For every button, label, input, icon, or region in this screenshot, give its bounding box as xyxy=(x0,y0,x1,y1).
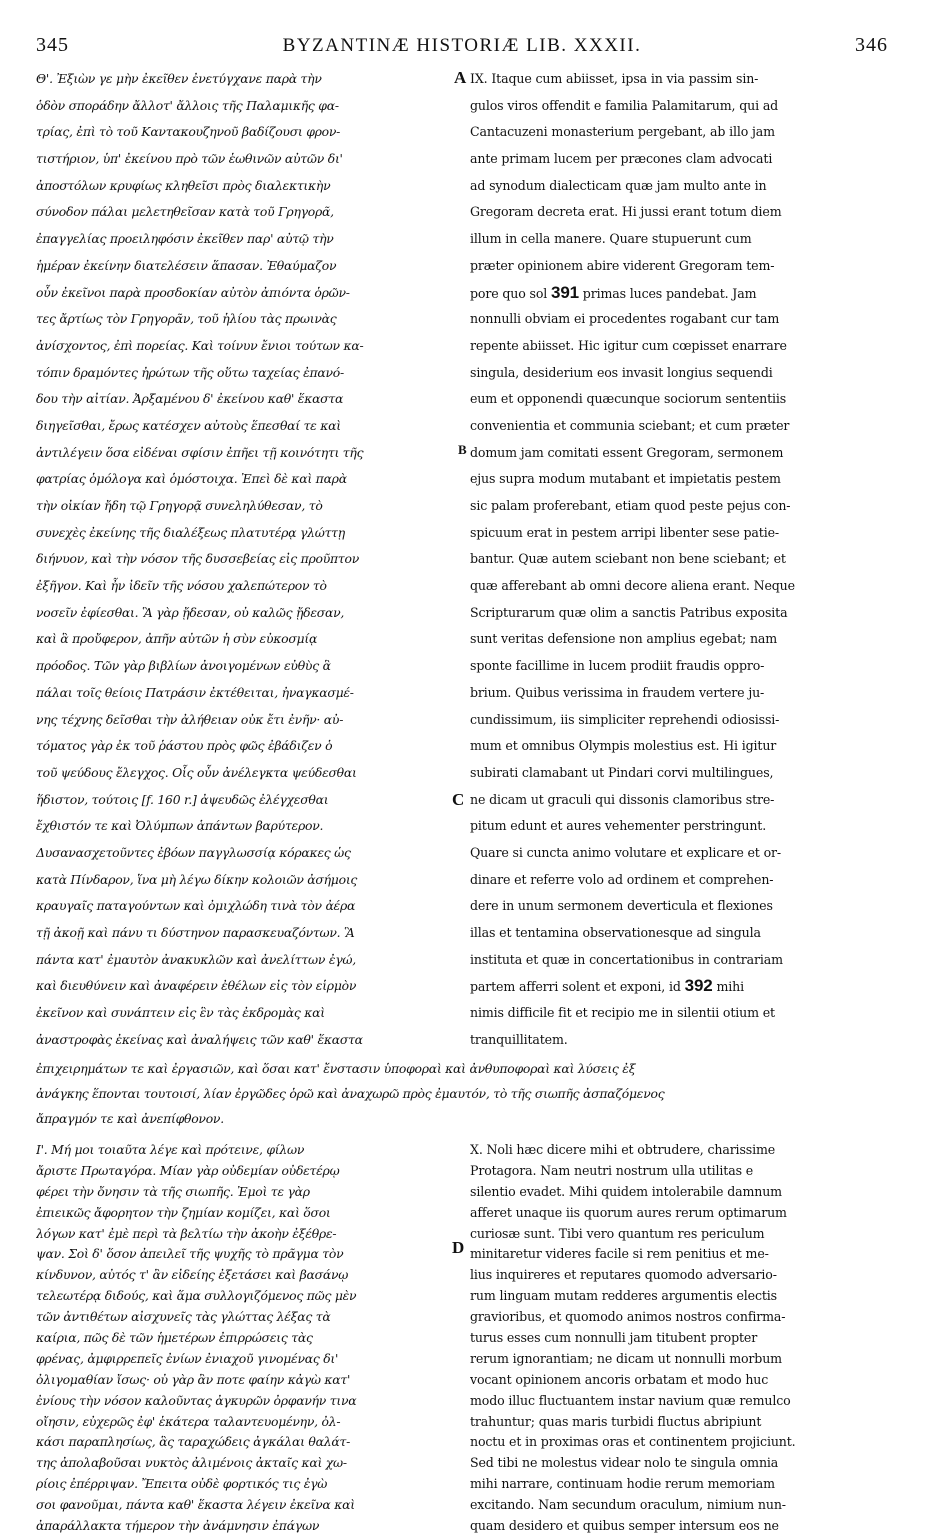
text-line: διηγεῖσθαι, ἔρως κατέσχεν αὐτοὺς ἕπεσθαί τε καὶ xyxy=(36,417,341,433)
text-line: dere in unum sermonem deverticula et flexiones xyxy=(470,898,773,914)
text-line: τοῦ ψεύδους ἔλεγχος. Οἷς οὖν ἀνέλεγκτα ψεύδεσθαι xyxy=(36,764,357,780)
text-line: nonnulli obviam ei procedentes rogabant cur tam xyxy=(470,311,780,327)
text-line: τιστήριον, ὑπ' ἐκείνου πρὸ τῶν ἑωθινῶν αὐτῶν δι' xyxy=(36,151,343,167)
text-line: Quare si cuncta animo volutare et explicare et or- xyxy=(470,844,781,860)
text-line: πάλαι τοῖς θείοις Πατράσιν ἐκτέθειται, ἠναγκασμέ- xyxy=(36,684,354,700)
text-line: partem afferri solent et exponi, id 392 mihi xyxy=(470,976,744,996)
right-page-number: 346 xyxy=(854,34,888,56)
text-line: λόγων κατ' ἐμὲ περὶ τὰ βελτίω τὴν ἀκοὴν ἐξέθρε- xyxy=(36,1225,337,1241)
text-line: φατρίας ὁμόλογα καὶ ὁμόστοιχα. Ἐπεὶ δὲ καὶ παρὰ xyxy=(36,471,347,487)
text-line: instituta et quæ in concertationibus in contrariam xyxy=(470,951,783,967)
text-line: spicuum erat in pestem arripi libenter sese patie- xyxy=(470,524,779,540)
text-line: ἐπιεικῶς ἄφορητον τὴν ζημίαν κομίζει, καὶ ὅσοι xyxy=(36,1204,331,1220)
margin-marker-d: D xyxy=(452,1238,465,1257)
text-line: modo illuc fluctuantem instar navium quæ remulco xyxy=(470,1392,791,1408)
text-line: X. Noli hæc dicere mihi et obtrudere, charissime xyxy=(470,1142,776,1157)
text-line: curiosæ sunt. Tibi vero quantum res periculum xyxy=(470,1225,765,1241)
text-line: sponte facillime in lucem prodiit fraudis oppro- xyxy=(470,658,765,674)
text-line: trahuntur; quas maris turbidi fluctus abripiunt xyxy=(470,1413,762,1429)
text-line: ρίοις ἐπέρριψαν. Ἔπειτα οὐδὲ φορτικός τις ἐγὼ xyxy=(36,1476,328,1492)
text-line: ἄπραγμόν τε καὶ ἀνεπίφθονον. xyxy=(36,1111,224,1126)
text-line: ἐνίους τὴν νόσον καλοῦντας ἀγκυρῶν ὀρφανήν τινα xyxy=(36,1392,357,1408)
text-line: rerum ignorantiam; ne dicam ut nonnulli morbum xyxy=(470,1350,782,1366)
text-line: noctu et in proximas oras et continentem projiciunt. xyxy=(470,1434,796,1450)
text-line: ψαν. Σοὶ δ' ὅσον ἀπειλεῖ τῆς ψυχῆς τὸ πρᾶγμα τὸν xyxy=(36,1246,344,1262)
text-line: Gregoram decreta erat. Hi jussi erant totum diem xyxy=(470,204,782,220)
text-line: νης τέχνης δεῖσθαι τὴν ἀλήθειαν οὐκ ἔτι ἐνῆν· αὐ- xyxy=(36,711,344,727)
text-line: ἀποστόλων κρυφίως κληθεῖσι πρὸς διαλεκτικὴν xyxy=(36,177,331,193)
text-line: gulos viros offendit e familia Palamitarum, qui ad xyxy=(470,97,779,113)
greek-column-top xyxy=(36,66,456,1053)
text-line: pitum edunt et aures vehementer perstringunt. xyxy=(470,818,767,834)
text-line: quæ afferebant ab omni decore aliena erant. Neque xyxy=(470,578,795,594)
text-line: ἥδιστον, τούτοις [f. 160 r.] ἀψευδῶς ἐλέγχεσθαι xyxy=(36,791,329,807)
text-line: præter opinionem abire viderent Gregoram tem- xyxy=(470,257,775,273)
text-line: bantur. Quæ autem sciebant non bene sciebant; et xyxy=(470,551,786,567)
text-line: tranquillitatem. xyxy=(470,1031,568,1047)
text-line: illum in cella manere. Quare stupuerunt cum xyxy=(470,231,752,247)
text-line: ἀπαράλλακτα τήμερον τὴν ἀνάμνησιν ἐπάγων xyxy=(36,1518,320,1534)
text-line: IX. Itaque cum abiisset, ipsa in via passim sin- xyxy=(470,71,759,86)
text-line: τρίας, ἐπὶ τὸ τοῦ Καντακουζηνοῦ βαδίζουσι φρον- xyxy=(36,124,341,140)
text-line: καὶ ἃ προὔφερον, ἀπῆν αὐτῶν ἡ σὺν εὐκοσμίᾳ xyxy=(36,631,318,647)
text-line: ἡμέραν ἐκείνην διατελέσειν ἅπασαν. Ἐθαύμαζον xyxy=(36,257,337,273)
text-line: cundissimum, iis simpliciter reprehendi odiosissi- xyxy=(470,711,780,727)
text-line: φέρει τὴν ὄνησιν τὰ τῆς σιωπῆς. Ἐμοὶ τε γὰρ xyxy=(36,1183,310,1199)
text-line: πρόοδος. Τῶν γὰρ βιβλίων ἀνοιγομένων εὐθὺς ἃ xyxy=(36,658,331,674)
latin-column-top xyxy=(470,66,892,1053)
text-line: minitaretur videres facile si rem penitius et me- xyxy=(470,1246,769,1262)
inline-page-marker: 391 xyxy=(551,282,579,302)
text-line: Θ'. Ἐξιὼν γε μὴν ἐκεῖθεν ἐνετύγχανε παρὰ τὴν xyxy=(36,71,322,86)
text-line: δου τὴν αἰτίαν. Ἀρξαμένου δ' ἐκείνου καθ' ἕκαστα xyxy=(36,391,344,407)
text-line: ante primam lucem per præcones clam advocati xyxy=(470,151,773,167)
text-line: subirati clamabant ut Pindari corvi multilingues, xyxy=(470,764,774,780)
text-line: Δυσανασχετοῦντες ἐβόων παγγλωσσίᾳ κόρακες ὡς xyxy=(36,844,351,860)
left-page-number: 345 xyxy=(36,34,69,56)
text-line: sunt veritas defensione non amplius egebat; nam xyxy=(470,631,778,647)
text-line: κάσι παραπλησίως, ἃς ταραχώδεις ἀγκάλαι θαλάτ- xyxy=(36,1434,351,1450)
text-line: vocant opinionem ancoris orbatam et modo huc xyxy=(470,1371,769,1387)
text-line: silentio evadet. Mihi quidem intolerabile damnum xyxy=(470,1183,782,1199)
margin-marker-b: B xyxy=(458,442,467,457)
greek-column-bottom xyxy=(36,1140,456,1537)
running-header xyxy=(36,34,888,62)
text-line: ἐκεῖνον καὶ συνάπτειν εἰς ἓν τὰς ἐκδρομὰς καὶ xyxy=(36,1005,325,1021)
text-line: κατὰ Πίνδαρον, ἵνα μὴ λέγω δίκην κολοιῶν ἀσήμοις xyxy=(36,871,358,887)
text-line: ἄριστε Πρωταγόρα. Μίαν γὰρ οὐδεμίαν οὐδετέρῳ xyxy=(36,1162,340,1178)
text-line: καίρια, πῶς δὲ τῶν ἡμετέρων ἐπιρρώσεις τὰς xyxy=(36,1330,313,1346)
text-line: τόματος γὰρ ἐκ τοῦ ῥάστου πρὸς φῶς ἐβάδιζεν ὁ xyxy=(36,738,333,754)
text-line: συνεχὲς ἐκείνης τῆς διαλέξεως πλατυτέρᾳ γλώττῃ xyxy=(36,524,345,540)
text-line: ἔχθιστόν τε καὶ Ὀλύμπων ἁπάντων βαρύτερον. xyxy=(36,818,324,834)
text-line: convenientia et communia sciebant; et cum præter xyxy=(470,417,790,433)
text-line: sic palam proferebant, etiam quod peste pejus con- xyxy=(470,498,791,513)
text-line: Ι'. Μή μοι τοιαῦτα λέγε καὶ πρότεινε, φίλων xyxy=(36,1142,305,1157)
text-line: φρένας, ἀμφιρρεπεῖς ἐνίων ἐνιαχοῦ γινομένας δι' xyxy=(36,1350,339,1366)
text-line: Sed tibi ne molestus videar nolo te singula omnia xyxy=(470,1455,779,1471)
inline-page-marker: 392 xyxy=(684,976,713,996)
text-line: nimis difficile fit et recipio me in silentii otium et xyxy=(470,1005,775,1021)
text-line: οὖν ἐκεῖνοι παρὰ προσδοκίαν αὐτὸν ἀπιόντα ὁρῶν- xyxy=(36,284,350,300)
text-line: σοι φανοῦμαι, πάντα καθ' ἕκαστα λέγειν ἐκεῖνα καὶ xyxy=(36,1497,355,1513)
text-line: Protagora. Nam neutri nostrum ulla utilitas e xyxy=(470,1162,754,1178)
text-line: quam desidero et quibus semper intersum eos ne xyxy=(470,1518,779,1534)
text-line: dinare et referre volo ad ordinem et comprehen- xyxy=(470,871,774,887)
text-line: τῇ ἀκοῇ καὶ πάνυ τι δύστηνον παρασκευαζόντων. Ἃ xyxy=(36,925,355,940)
text-line: ἐπιχειρημάτων τε καὶ ἐργασιῶν, καὶ ὅσαι κατ' ἔνστασιν ὑποφοραὶ καὶ ἀνθυποφοραὶ καὶ λύσεις ἐξ xyxy=(36,1061,636,1076)
text-line: κραυγαῖς παταγούντων καὶ ὀμιχλώδη τινὰ τὸν ἀέρα xyxy=(36,898,356,914)
text-line: lius inquireres et reputares quomodo adversario- xyxy=(470,1267,777,1283)
text-line: Cantacuzeni monasterium pergebant, ab illo jam xyxy=(470,124,775,140)
latin-column-bottom xyxy=(470,1140,892,1537)
text-line: τῶν ἀντιθέτων αἰσχυνεῖς τὰς γλώττας λέξας τὰ xyxy=(36,1309,331,1325)
text-line: τὴν οἰκίαν ἤδη τῷ Γρηγορᾷ συνεληλύθεσαν, τὸ xyxy=(36,498,323,513)
text-line: ἐξῆγον. Καὶ ἦν ἰδεῖν τῆς νόσου χαλεπώτερον τὸ xyxy=(36,578,327,594)
text-line: καὶ διευθύνειν καὶ ἀναφέρειν ἐθέλων εἰς τὸν εἱρμὸν xyxy=(36,978,357,994)
text-line: ad synodum dialecticam quæ jam multo ante in xyxy=(470,177,767,193)
text-line: ne dicam ut graculi qui dissonis clamoribus stre- xyxy=(470,791,775,807)
text-line: excitando. Nam secundum oraculum, nimium nun- xyxy=(470,1497,786,1513)
text-line: τες ἄρτίως τὸν Γρηγορᾶν, τοῦ ἡλίου τὰς πρωινὰς xyxy=(36,311,337,327)
text-line: gravioribus, et quomodo animos nostros confirma- xyxy=(470,1309,786,1325)
text-line: κίνδυνον, αὐτός τ' ἂν εἰδείης ἐξετάσει καὶ βασάνῳ xyxy=(36,1267,349,1283)
text-line: mum et omnibus Olympis molestius est. Hi igitur xyxy=(470,738,777,754)
text-line: οἴησιν, εὐχερῶς ἐφ' ἑκάτερα ταλαντευομένην, ὀλ- xyxy=(36,1413,341,1429)
text-line: τελεωτέρᾳ διδούς, καὶ ἅμα συλλογιζόμενος πῶς μὲν xyxy=(36,1288,357,1304)
text-line: illas et tentamina observationesque ad singula xyxy=(470,925,761,940)
text-line: ἀνίσχοντος, ἐπὶ πορείας. Καὶ τοίνυν ἔνιοι τούτων κα- xyxy=(36,337,364,353)
text-line: brium. Quibus verissima in fraudem vertere ju- xyxy=(470,684,765,700)
text-line: σύνοδον πάλαι μελετηθεῖσαν κατὰ τοῦ Γρηγορᾶ, xyxy=(36,204,334,220)
text-line: repente abiisset. Hic igitur cum cœpisset enarrare xyxy=(470,337,787,353)
text-line: ἀνάγκης ἕπονται τουτοισί, λίαν ἐργῶδες ὁρῶ καὶ ἀναχωρῶ πρὸς ἐμαυτόν, τὸ τῆς σιωπῆς ἀσπαζόμενος xyxy=(36,1086,665,1101)
text-line: ὁδὸν σποράδην ἄλλοτ' ἄλλοις τῆς Παλαμικῆς φα- xyxy=(36,97,339,113)
text-line: afferet unaque iis quorum aures rerum optimarum xyxy=(470,1204,787,1220)
text-line: της ἀπολαβοῦσαι νυκτὸς ἀλιμένοις ἀκταῖς καὶ χω- xyxy=(36,1455,347,1471)
text-line: rum linguam mutam redderes argumentis electis xyxy=(470,1288,777,1304)
running-title: BYZANTINÆ HISTORIÆ LIB. XXXII. xyxy=(282,35,642,56)
text-line: ἀντιλέγειν ὅσα εἰδέναι σφίσιν ἐπῆει τῇ κοινότητι τῆς xyxy=(36,444,364,460)
text-line: eum et opponendi quæcunque sociorum sententiis xyxy=(470,391,787,407)
text-line: singula, desiderium eos invasit longius sequendi xyxy=(470,364,773,380)
text-line: pore quo sol 391 primas luces pandebat. Jam xyxy=(470,282,757,302)
text-line: ὀλιγομαθίαν ἴσως· οὐ γὰρ ἂν ποτε φαίην κἀγὼ κατ' xyxy=(36,1371,351,1387)
text-line: ἀναστροφὰς ἐκείνας καὶ ἀναλήψεις τῶν καθ' ἕκαστα xyxy=(36,1031,363,1047)
text-line: turus esses cum nonnulli jam titubent propter xyxy=(470,1330,758,1346)
text-line: mihi narrare, continuam hodie rerum memoriam xyxy=(470,1476,775,1492)
margin-marker-a: A xyxy=(454,68,467,87)
text-line: διήνυον, καὶ τὴν νόσον τῆς δυσσεβείας εἰς προῦπτον xyxy=(36,551,360,567)
text-line: Scripturarum quæ olim a sanctis Patribus exposita xyxy=(470,604,788,620)
text-line: ejus supra modum mutabant et impietatis pestem xyxy=(470,471,781,487)
text-line: πάντα κατ' ἐμαυτὸν ἀνακυκλῶν καὶ ἀνελίττων ἐγώ, xyxy=(36,951,356,967)
text-line: ἐπαγγελίας προειληφόσιν ἐκεῖθεν παρ' αὐτῷ τὴν xyxy=(36,231,334,247)
text-line: νοσεῖν ἐφίεσθαι. Ἃ γὰρ ᾔδεσαν, οὐ καλῶς ᾔδεσαν, xyxy=(36,604,345,620)
margin-marker-c: C xyxy=(452,790,465,809)
text-line: domum jam comitati essent Gregoram, sermonem xyxy=(470,444,784,460)
greek-full-width-passage xyxy=(36,1056,892,1131)
text-line: τόπιν δραμόντες ἠρώτων τῆς οὕτω ταχείας ἐπανό- xyxy=(36,364,344,380)
